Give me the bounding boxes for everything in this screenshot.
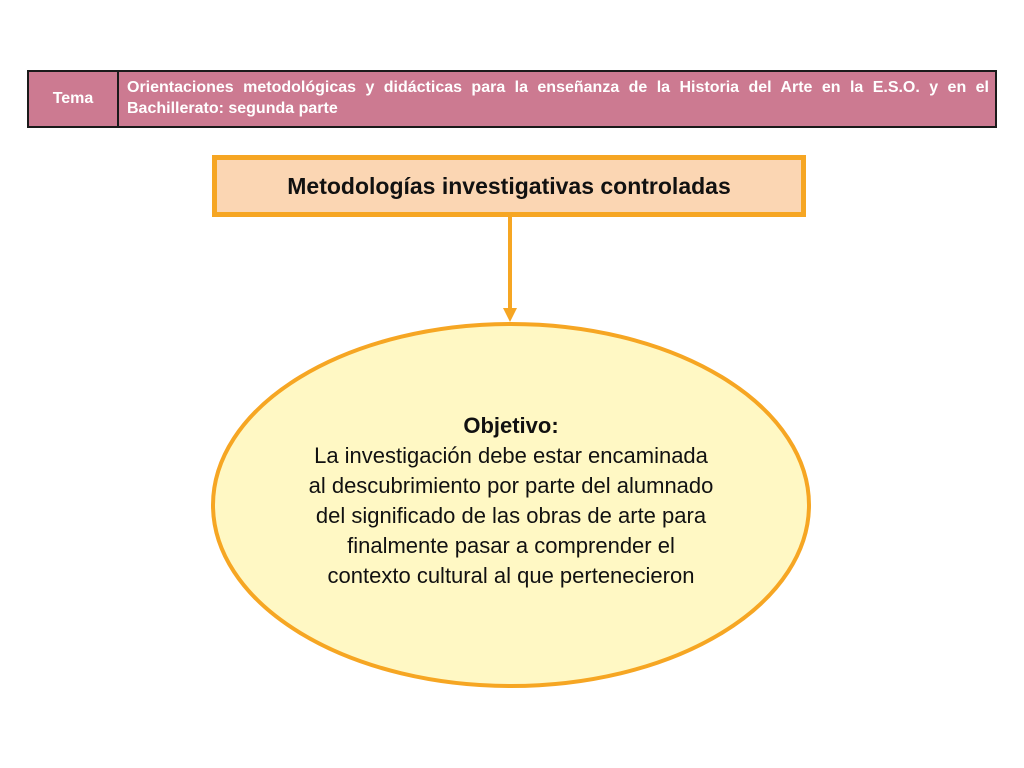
topic-label: Tema bbox=[29, 72, 119, 126]
methodology-title: Metodologías investigativas controladas bbox=[217, 160, 801, 212]
connector-arrow-head bbox=[503, 308, 517, 322]
topic-title: Orientaciones metodológicas y didácticas para la enseñanza de la Historia del Arte en la E.S.O. y en el Bachillerato: segunda parte bbox=[127, 79, 989, 117]
objective-content bbox=[212, 325, 810, 687]
objective-heading: Objetivo: bbox=[463, 413, 559, 438]
objective-text: La investigación debe estar encaminada al descubrimiento por parte del alumnado del significado de las obras de arte para finalmente pasar a comprender el contexto cultural al que pertenecieron bbox=[308, 443, 714, 588]
